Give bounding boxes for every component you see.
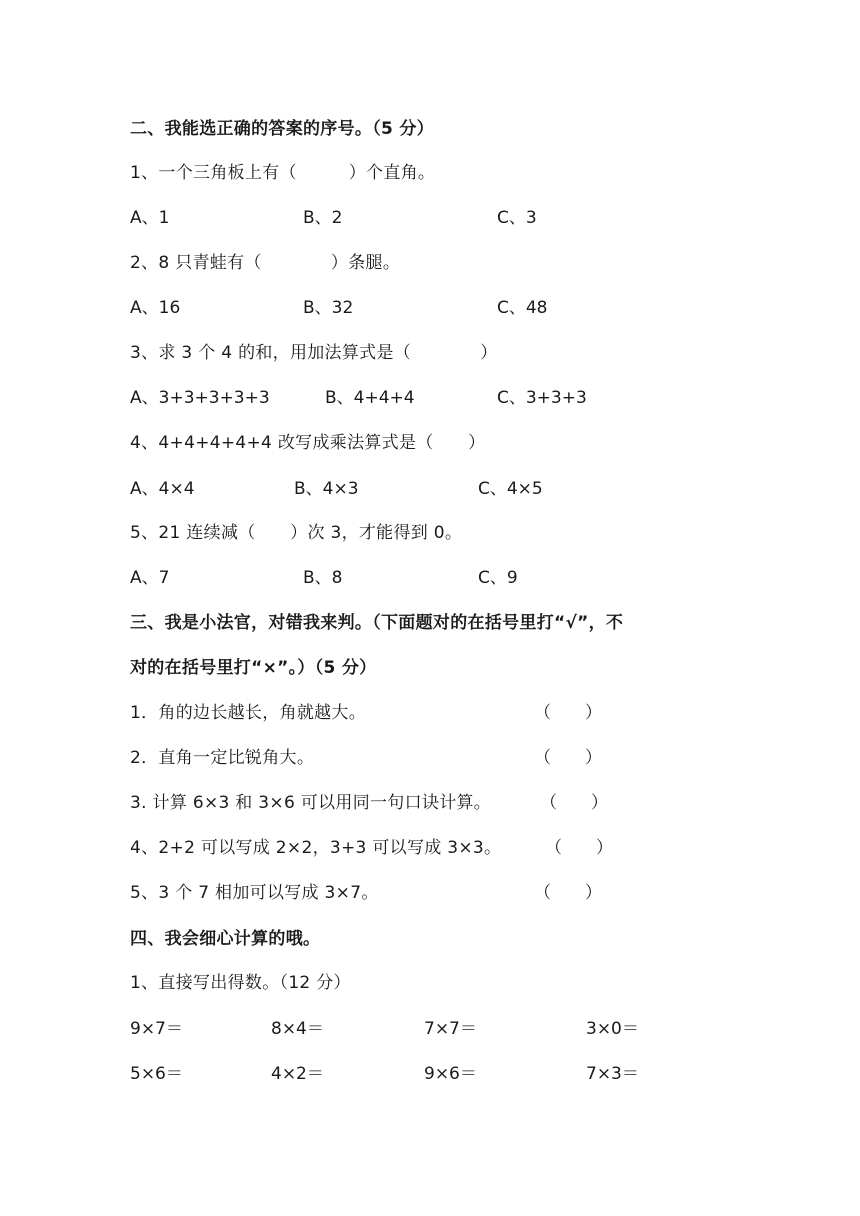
q1-text: 1、一个三角板上有（ ）个直角。 — [130, 163, 436, 183]
calc-2-3: 9×6＝ — [424, 1064, 477, 1084]
judge-item-2-text: 2．直角一定比锐角大。 — [130, 748, 315, 768]
q4-option-b: B、4×3 — [294, 479, 359, 499]
judge-item-3-text: 3. 计算 6×3 和 3×6 可以用同一句口诀计算。 — [130, 793, 492, 813]
q2-text: 2、8 只青蛙有（ ）条腿。 — [130, 253, 401, 273]
q1-option-c: C、3 — [497, 208, 537, 228]
q3-text: 3、求 3 个 4 的和，用加法算式是（ ） — [130, 343, 498, 363]
q4-text: 4、4+4+4+4+4 改写成乘法算式是（ ） — [130, 433, 486, 453]
q4-option-c: C、4×5 — [478, 479, 543, 499]
q3-option-b: B、4+4+4 — [325, 388, 415, 408]
calc-2-2: 4×2＝ — [271, 1064, 324, 1084]
section4-heading: 四、我会细心计算的哦。 — [130, 929, 321, 949]
judge-item-4-bracket: （ ） — [545, 838, 613, 858]
q5-option-b: B、8 — [303, 568, 343, 588]
judge-item-3-bracket: （ ） — [540, 793, 608, 813]
q1-option-a: A、1 — [130, 208, 170, 228]
q2-option-c: C、48 — [497, 298, 548, 318]
calc-1-3: 7×7＝ — [424, 1019, 477, 1039]
judge-item-1-text: 1．角的边长越长，角就越大。 — [130, 703, 367, 723]
q4-option-a: A、4×4 — [130, 479, 195, 499]
q3-option-a: A、3+3+3+3+3 — [130, 388, 270, 408]
q5-text: 5、21 连续减（ ）次 3，才能得到 0。 — [130, 523, 463, 543]
calc-1-4: 3×0＝ — [586, 1019, 639, 1039]
calc-2-1: 5×6＝ — [130, 1064, 183, 1084]
judge-item-1-bracket: （ ） — [534, 703, 602, 723]
judge-item-2-bracket: （ ） — [534, 748, 602, 768]
section4-subheading: 1、直接写出得数。（12 分） — [130, 973, 351, 993]
q5-option-c: C、9 — [478, 568, 518, 588]
judge-item-4-text: 4、2+2 可以写成 2×2，3+3 可以写成 3×3。 — [130, 838, 502, 858]
calc-1-1: 9×7＝ — [130, 1019, 183, 1039]
calc-1-2: 8×4＝ — [271, 1019, 324, 1039]
section3-heading-line1: 三、我是小法官，对错我来判。（下面题对的在括号里打“√”，不 — [130, 613, 624, 633]
section3-heading-line2: 对的在括号里打“×”。）（5 分） — [130, 658, 377, 678]
q3-option-c: C、3+3+3 — [497, 388, 587, 408]
q2-option-a: A、16 — [130, 298, 181, 318]
q5-option-a: A、7 — [130, 568, 170, 588]
calc-2-4: 7×3＝ — [586, 1064, 639, 1084]
judge-item-5-bracket: （ ） — [534, 883, 602, 903]
q2-option-b: B、32 — [303, 298, 354, 318]
section2-heading: 二、我能选正确的答案的序号。（5 分） — [130, 119, 434, 139]
q1-option-b: B、2 — [303, 208, 343, 228]
judge-item-5-text: 5、3 个 7 相加可以写成 3×7。 — [130, 883, 379, 903]
